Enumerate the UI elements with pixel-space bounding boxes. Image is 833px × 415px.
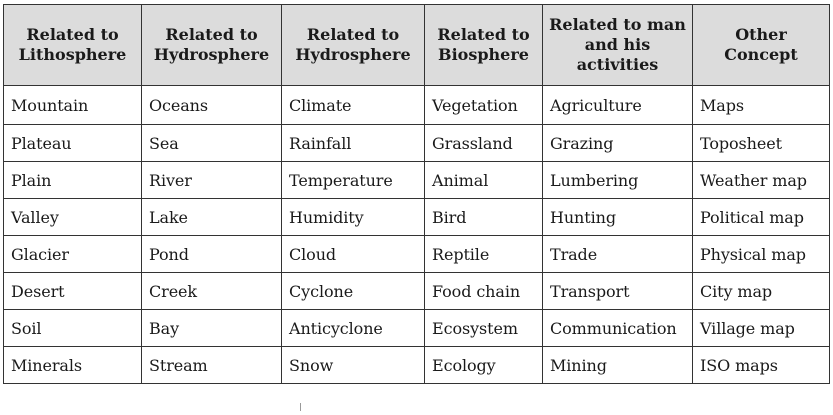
table-cell: Toposheet bbox=[693, 125, 830, 162]
table-row bbox=[4, 86, 830, 125]
table-cell: Lumbering bbox=[543, 162, 693, 199]
table-row bbox=[4, 236, 830, 273]
table-cell: Food chain bbox=[425, 273, 543, 310]
table-cell: Soil bbox=[4, 310, 142, 347]
table-cell: Pond bbox=[142, 236, 282, 273]
table-cell: Grazing bbox=[543, 125, 693, 162]
table-row bbox=[4, 273, 830, 310]
table-cell: Weather map bbox=[693, 162, 830, 199]
table-cell: Physical map bbox=[693, 236, 830, 273]
table-cell: Ecosystem bbox=[425, 310, 543, 347]
scan-mark bbox=[300, 403, 301, 411]
table-row bbox=[4, 347, 830, 384]
table-cell: Snow bbox=[282, 347, 425, 384]
table-cell: Cyclone bbox=[282, 273, 425, 310]
table-cell: Trade bbox=[543, 236, 693, 273]
table-row bbox=[4, 199, 830, 236]
table-cell: Temperature bbox=[282, 162, 425, 199]
table-cell: Stream bbox=[142, 347, 282, 384]
table-cell: City map bbox=[693, 273, 830, 310]
table-cell: Sea bbox=[142, 125, 282, 162]
table-cell: Plain bbox=[4, 162, 142, 199]
table-cell: Anticyclone bbox=[282, 310, 425, 347]
table-cell: Ecology bbox=[425, 347, 543, 384]
table-cell: Maps bbox=[693, 86, 830, 125]
table-cell: Grassland bbox=[425, 125, 543, 162]
table-row bbox=[4, 310, 830, 347]
table-cell: Valley bbox=[4, 199, 142, 236]
table-cell: Glacier bbox=[4, 236, 142, 273]
header-lithosphere: Related to Lithosphere bbox=[4, 5, 142, 86]
table-cell: Oceans bbox=[142, 86, 282, 125]
table-cell: Vegetation bbox=[425, 86, 543, 125]
concept-table bbox=[3, 4, 830, 384]
header-biosphere: Related to Biosphere bbox=[425, 5, 543, 86]
header-row bbox=[4, 5, 830, 86]
table-cell: Rainfall bbox=[282, 125, 425, 162]
header-man-activities: Related to man and his activities bbox=[543, 5, 693, 86]
header-hydrosphere-2: Related to Hydrosphere bbox=[282, 5, 425, 86]
table-cell: Mining bbox=[543, 347, 693, 384]
header-other-concept: Other Concept bbox=[693, 5, 830, 86]
table-cell: Political map bbox=[693, 199, 830, 236]
table-cell: Cloud bbox=[282, 236, 425, 273]
table-body bbox=[4, 86, 830, 384]
table-cell: River bbox=[142, 162, 282, 199]
table-cell: ISO maps bbox=[693, 347, 830, 384]
table-cell: Creek bbox=[142, 273, 282, 310]
table-cell: Communication bbox=[543, 310, 693, 347]
table-cell: Animal bbox=[425, 162, 543, 199]
table-cell: Bay bbox=[142, 310, 282, 347]
table-cell: Climate bbox=[282, 86, 425, 125]
table-cell: Reptile bbox=[425, 236, 543, 273]
table-cell: Desert bbox=[4, 273, 142, 310]
table-cell: Agriculture bbox=[543, 86, 693, 125]
table-cell: Lake bbox=[142, 199, 282, 236]
table-cell: Minerals bbox=[4, 347, 142, 384]
table-row bbox=[4, 162, 830, 199]
table-cell: Hunting bbox=[543, 199, 693, 236]
table-row bbox=[4, 125, 830, 162]
table-cell: Bird bbox=[425, 199, 543, 236]
table-cell: Plateau bbox=[4, 125, 142, 162]
table-cell: Mountain bbox=[4, 86, 142, 125]
table-cell: Humidity bbox=[282, 199, 425, 236]
header-hydrosphere-1: Related to Hydrosphere bbox=[142, 5, 282, 86]
table-cell: Village map bbox=[693, 310, 830, 347]
table-cell: Transport bbox=[543, 273, 693, 310]
table-header bbox=[4, 5, 830, 86]
